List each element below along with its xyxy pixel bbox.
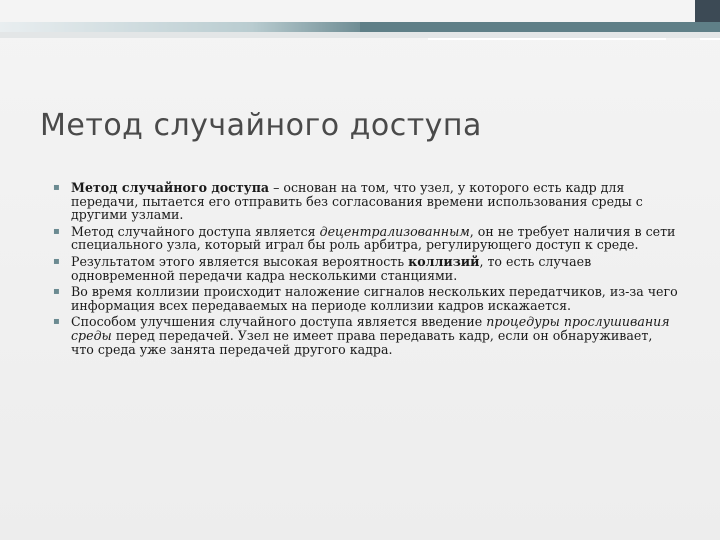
item-text: – основан на том, что узел, у которого есть кадр для передачи, пытается его отправить без согласования времени использования среды с другими узлами.	[71, 180, 643, 223]
bullet-icon: ▪	[53, 225, 60, 237]
item-text-italic: процедуры прослушивания среды	[71, 314, 670, 343]
bullet-icon: ▪	[53, 286, 60, 298]
bullet-icon: ▪	[53, 255, 60, 267]
header-teal-gradient	[0, 22, 360, 32]
item-text: Результатом этого является высокая вероятность	[71, 253, 409, 269]
item-text: Во время коллизии происходит наложение сигналов нескольких передатчиков, из-за чего информация всех передаваемых на периоде коллизии кадров искажается.	[71, 284, 678, 313]
slide-title: Метод случайного доступа	[40, 108, 482, 143]
list-item	[53, 181, 678, 222]
item-text: Способом улучшения случайного доступа является введение	[71, 314, 487, 330]
header-white-line-right	[700, 38, 720, 40]
item-text: перед передачей. Узел не имеет права передавать кадр, если он обнаруживает, что среда уже занята передачей другого кадра.	[71, 327, 653, 357]
bullet-icon: ▪	[53, 316, 60, 328]
list-item	[53, 285, 678, 312]
list-item	[53, 255, 678, 282]
item-text: Метод случайного доступа является	[71, 223, 320, 239]
header-white-line	[428, 38, 666, 40]
item-text-italic: децентрализованным	[319, 223, 470, 239]
item-text: , он не требует наличия в сети специального узла, который играл бы роль арбитра, регулирующего доступ к среде.	[71, 223, 676, 253]
item-text-bold: Метод случайного доступа	[71, 180, 270, 195]
bullet-list	[53, 181, 678, 359]
bullet-icon: ▪	[53, 182, 60, 193]
item-text: , то есть случаев одновременной передачи кадра несколькими станциями.	[71, 253, 592, 283]
item-text-bold: коллизий	[408, 253, 480, 269]
list-item	[53, 225, 678, 252]
list-item	[53, 315, 678, 356]
header-dark-block	[695, 0, 720, 22]
